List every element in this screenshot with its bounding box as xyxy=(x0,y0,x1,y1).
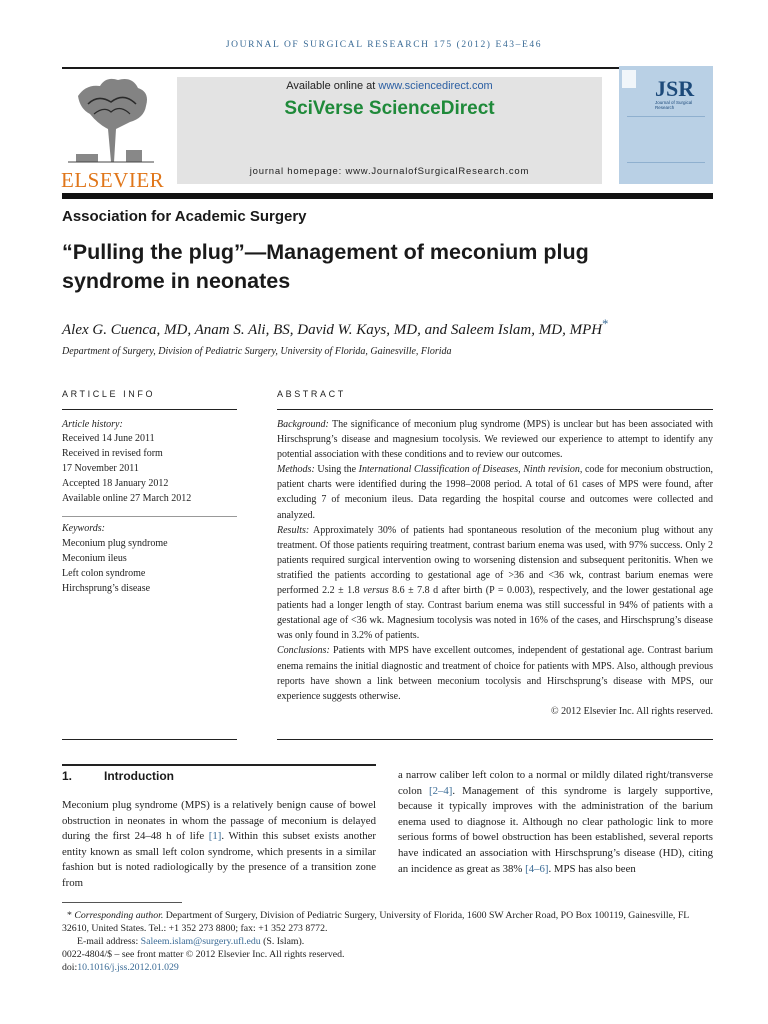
footnote-label: Corresponding author. xyxy=(74,910,164,921)
history-item: 17 November 2011 xyxy=(62,463,139,474)
intro-text-a: Meconium plug syndrome (MPS) is a relatively benign cause of bowel obstruction in neonates in whom the passage of meconium is delayed during the first 24–48 h of life xyxy=(62,799,376,843)
affiliation: Department of Surgery, Division of Pediatric Surgery, University of Florida, Gainesville, Florida xyxy=(62,346,452,357)
background-text: The significance of meconium plug syndrome (MPS) is unclear but has been associated with Hirschsprung’s disease and magnesium tocolysis. We reviewed our experience to attempt to identify any potential association with these conditions and to review our outcomes. xyxy=(277,419,713,461)
title-line-1: “Pulling the plug”—Management of meconium plug xyxy=(62,240,589,264)
conclusions-text: Patients with MPS have excellent outcomes, independent of gestational age. Contrast barium enema remains the initial diagnostic and treatment of choice for patients with MPS. Also, although previous reports have shown a link between meconium tocolysis and Hirschsprung’s disease with MPS, our experience suggests otherwise. xyxy=(277,645,713,702)
keyword-item[interactable]: Hirchsprung’s disease xyxy=(62,583,151,594)
running-head: JOURNAL OF SURGICAL RESEARCH 175 (2012) E43–E46 xyxy=(225,40,543,50)
history-item: Received 14 June 2011 xyxy=(62,433,155,444)
cover-title: JSR xyxy=(655,76,695,101)
methods-italic: International Classification of Diseases, Ninth revision, xyxy=(358,464,583,476)
conclusions-label: Conclusions: xyxy=(277,645,330,657)
issn-line: 0022-4804/$ – see front matter © 2012 Elsevier Inc. All rights reserved. xyxy=(62,949,345,960)
abstract-heading: ABSTRACT xyxy=(277,389,346,399)
footnote-email xyxy=(77,935,697,948)
abstract-methods xyxy=(277,462,713,522)
email-suffix: (S. Islam). xyxy=(263,936,305,947)
section-association: Association for Academic Surgery xyxy=(62,208,307,225)
article-info-rule xyxy=(62,409,237,410)
background-label: Background: xyxy=(277,419,329,430)
keywords xyxy=(62,522,237,596)
sciencedirect-link[interactable]: www.sciencedirect.com xyxy=(378,80,493,92)
results-label: Results: xyxy=(277,524,310,536)
footnote-text: Department of Surgery, Division of Pediatric Surgery, University of Florida, 1600 SW Archer Road, PO Box 100119, Gainesville, FL 32610, United States. Tel.: +1 352 273 8800; fax: +1 352 273 8772. xyxy=(62,910,689,934)
cover-rule xyxy=(627,162,705,163)
intro-text-c: a narrow caliber left colon to a normal or mildly dilated right/transverse colon xyxy=(398,769,713,797)
available-online xyxy=(177,80,602,92)
section-heading xyxy=(62,769,174,783)
footnote-mark: * xyxy=(67,910,72,921)
doi-label: doi: xyxy=(62,962,78,973)
intro-text-d: . Management of this syndrome is largely supportive, because it typically improves with the administration of the barium enema used to diagnose it. Although no clear pathologic link to more serious forms of bowel obstruction has been established, several reports have indicated an association with Hirschsprung’s disease (HD), citing an incidence as great as 38% xyxy=(398,784,714,875)
intro-rule xyxy=(62,764,376,766)
methods-text-b: code for meconium obstruction, patient charts were identified during the 1998–2008 period. A total of 61 cases of MPS were found, after excluding 7 of meconium ileus. Data regarding the hospital course and outcomes were collected and analyzed. xyxy=(277,464,713,521)
cover-logo-icon xyxy=(622,70,636,88)
citation-link[interactable]: [2–4] xyxy=(429,784,453,797)
elsevier-tree-logo xyxy=(68,74,154,166)
intro-paragraph xyxy=(398,768,713,877)
keywords-label: Keywords: xyxy=(62,523,105,534)
keywords-rule xyxy=(62,516,237,517)
section-number: 1. xyxy=(62,769,73,783)
history-label: Article history: xyxy=(62,419,123,430)
intro-left-column xyxy=(62,798,376,892)
article-info-bottom-rule xyxy=(62,739,237,740)
email-label: E-mail address: xyxy=(77,936,139,947)
citation-link[interactable]: [1] xyxy=(208,830,222,843)
abstract-background xyxy=(277,417,713,462)
section-title: Introduction xyxy=(104,769,174,783)
corresponding-author-mark[interactable]: * xyxy=(602,317,609,331)
abstract-rule xyxy=(277,409,713,410)
author-list xyxy=(62,317,722,339)
abstract-conclusions xyxy=(277,643,713,703)
intro-paragraph xyxy=(62,798,376,892)
elsevier-logo-text: ELSEVIER xyxy=(61,168,165,192)
history-item: Accepted 18 January 2012 xyxy=(62,478,169,489)
history-item: Received in revised form xyxy=(62,448,163,459)
intro-text-e: . MPS has also been xyxy=(548,862,636,875)
abstract-copyright: © 2012 Elsevier Inc. All rights reserved. xyxy=(550,705,713,717)
citation-link[interactable]: [4–6] xyxy=(525,862,549,875)
abstract-results xyxy=(277,523,713,644)
intro-right-column xyxy=(398,768,713,877)
abstract-bottom-rule xyxy=(277,739,713,740)
abstract-body xyxy=(277,417,713,719)
authors-text: Alex G. Cuenca, MD, Anam S. Ali, BS, David W. Kays, MD, and Saleem Islam, MD, MPH xyxy=(62,322,603,338)
doi-line xyxy=(62,961,179,974)
results-versus: versus xyxy=(363,585,389,597)
keyword-item[interactable]: Meconium ileus xyxy=(62,553,127,564)
journal-cover-thumbnail xyxy=(619,66,713,184)
history-item: Available online 27 March 2012 xyxy=(62,493,192,504)
doi-link[interactable]: 10.1016/j.jss.2012.01.029 xyxy=(77,962,179,973)
header-rule xyxy=(62,67,713,69)
available-prefix: Available online at xyxy=(286,80,379,92)
footnote-corresponding xyxy=(62,909,713,935)
title-line-2: syndrome in neonates xyxy=(62,269,291,293)
results-text-a: Approximately 30% of patients had spontaneous resolution of the meconium plug without any treatment. Of those patients requiring treatment, contrast barium enema was used, with 97% success. Only 2 patients required surgical intervention owing to worsening distension and subsequent peritonitis. When we stratified the patients according to gestational age of >36 and <36 wk, contrast barium enemas were performed 2.2 ± 1.8 xyxy=(277,524,713,597)
email-link[interactable]: Saleem.islam@surgery.ufl.edu xyxy=(140,936,261,947)
cover-subtitle: Journal of Surgical Research xyxy=(655,100,693,110)
cover-rule xyxy=(627,116,705,117)
methods-text-a: Using the xyxy=(317,464,357,476)
article-title xyxy=(62,238,682,296)
keyword-item[interactable]: Meconium plug syndrome xyxy=(62,538,168,549)
intro-text-b: . Within this subset exists another entity known as small left colon syndrome, which presents in a similar fashion but is noted radiologically by the presence of a transition zone from xyxy=(62,830,376,889)
masthead-rule xyxy=(62,193,713,199)
article-history xyxy=(62,418,237,506)
keyword-item[interactable]: Left colon syndrome xyxy=(62,568,146,579)
footnote-rule xyxy=(62,902,182,903)
results-text-b: 8.6 ± 7.8 d after birth (P = 0.003), respectively, and the lower gestational age patients had a longer length of stay. Contrast barium enema was still successful in 94% of patients with a gestational age of <36 wk. Magnesium tocolysis was noted in 16% of the cases, and Hirschsprung’s disease was only found in 3.2% of patients. xyxy=(277,585,714,642)
sciverse-logo: SciVerse ScienceDirect xyxy=(284,98,495,119)
journal-homepage[interactable]: journal homepage: www.JournalofSurgicalResearch.com xyxy=(249,166,530,177)
article-info-heading: ARTICLE INFO xyxy=(62,389,156,399)
methods-label: Methods: xyxy=(277,464,315,476)
